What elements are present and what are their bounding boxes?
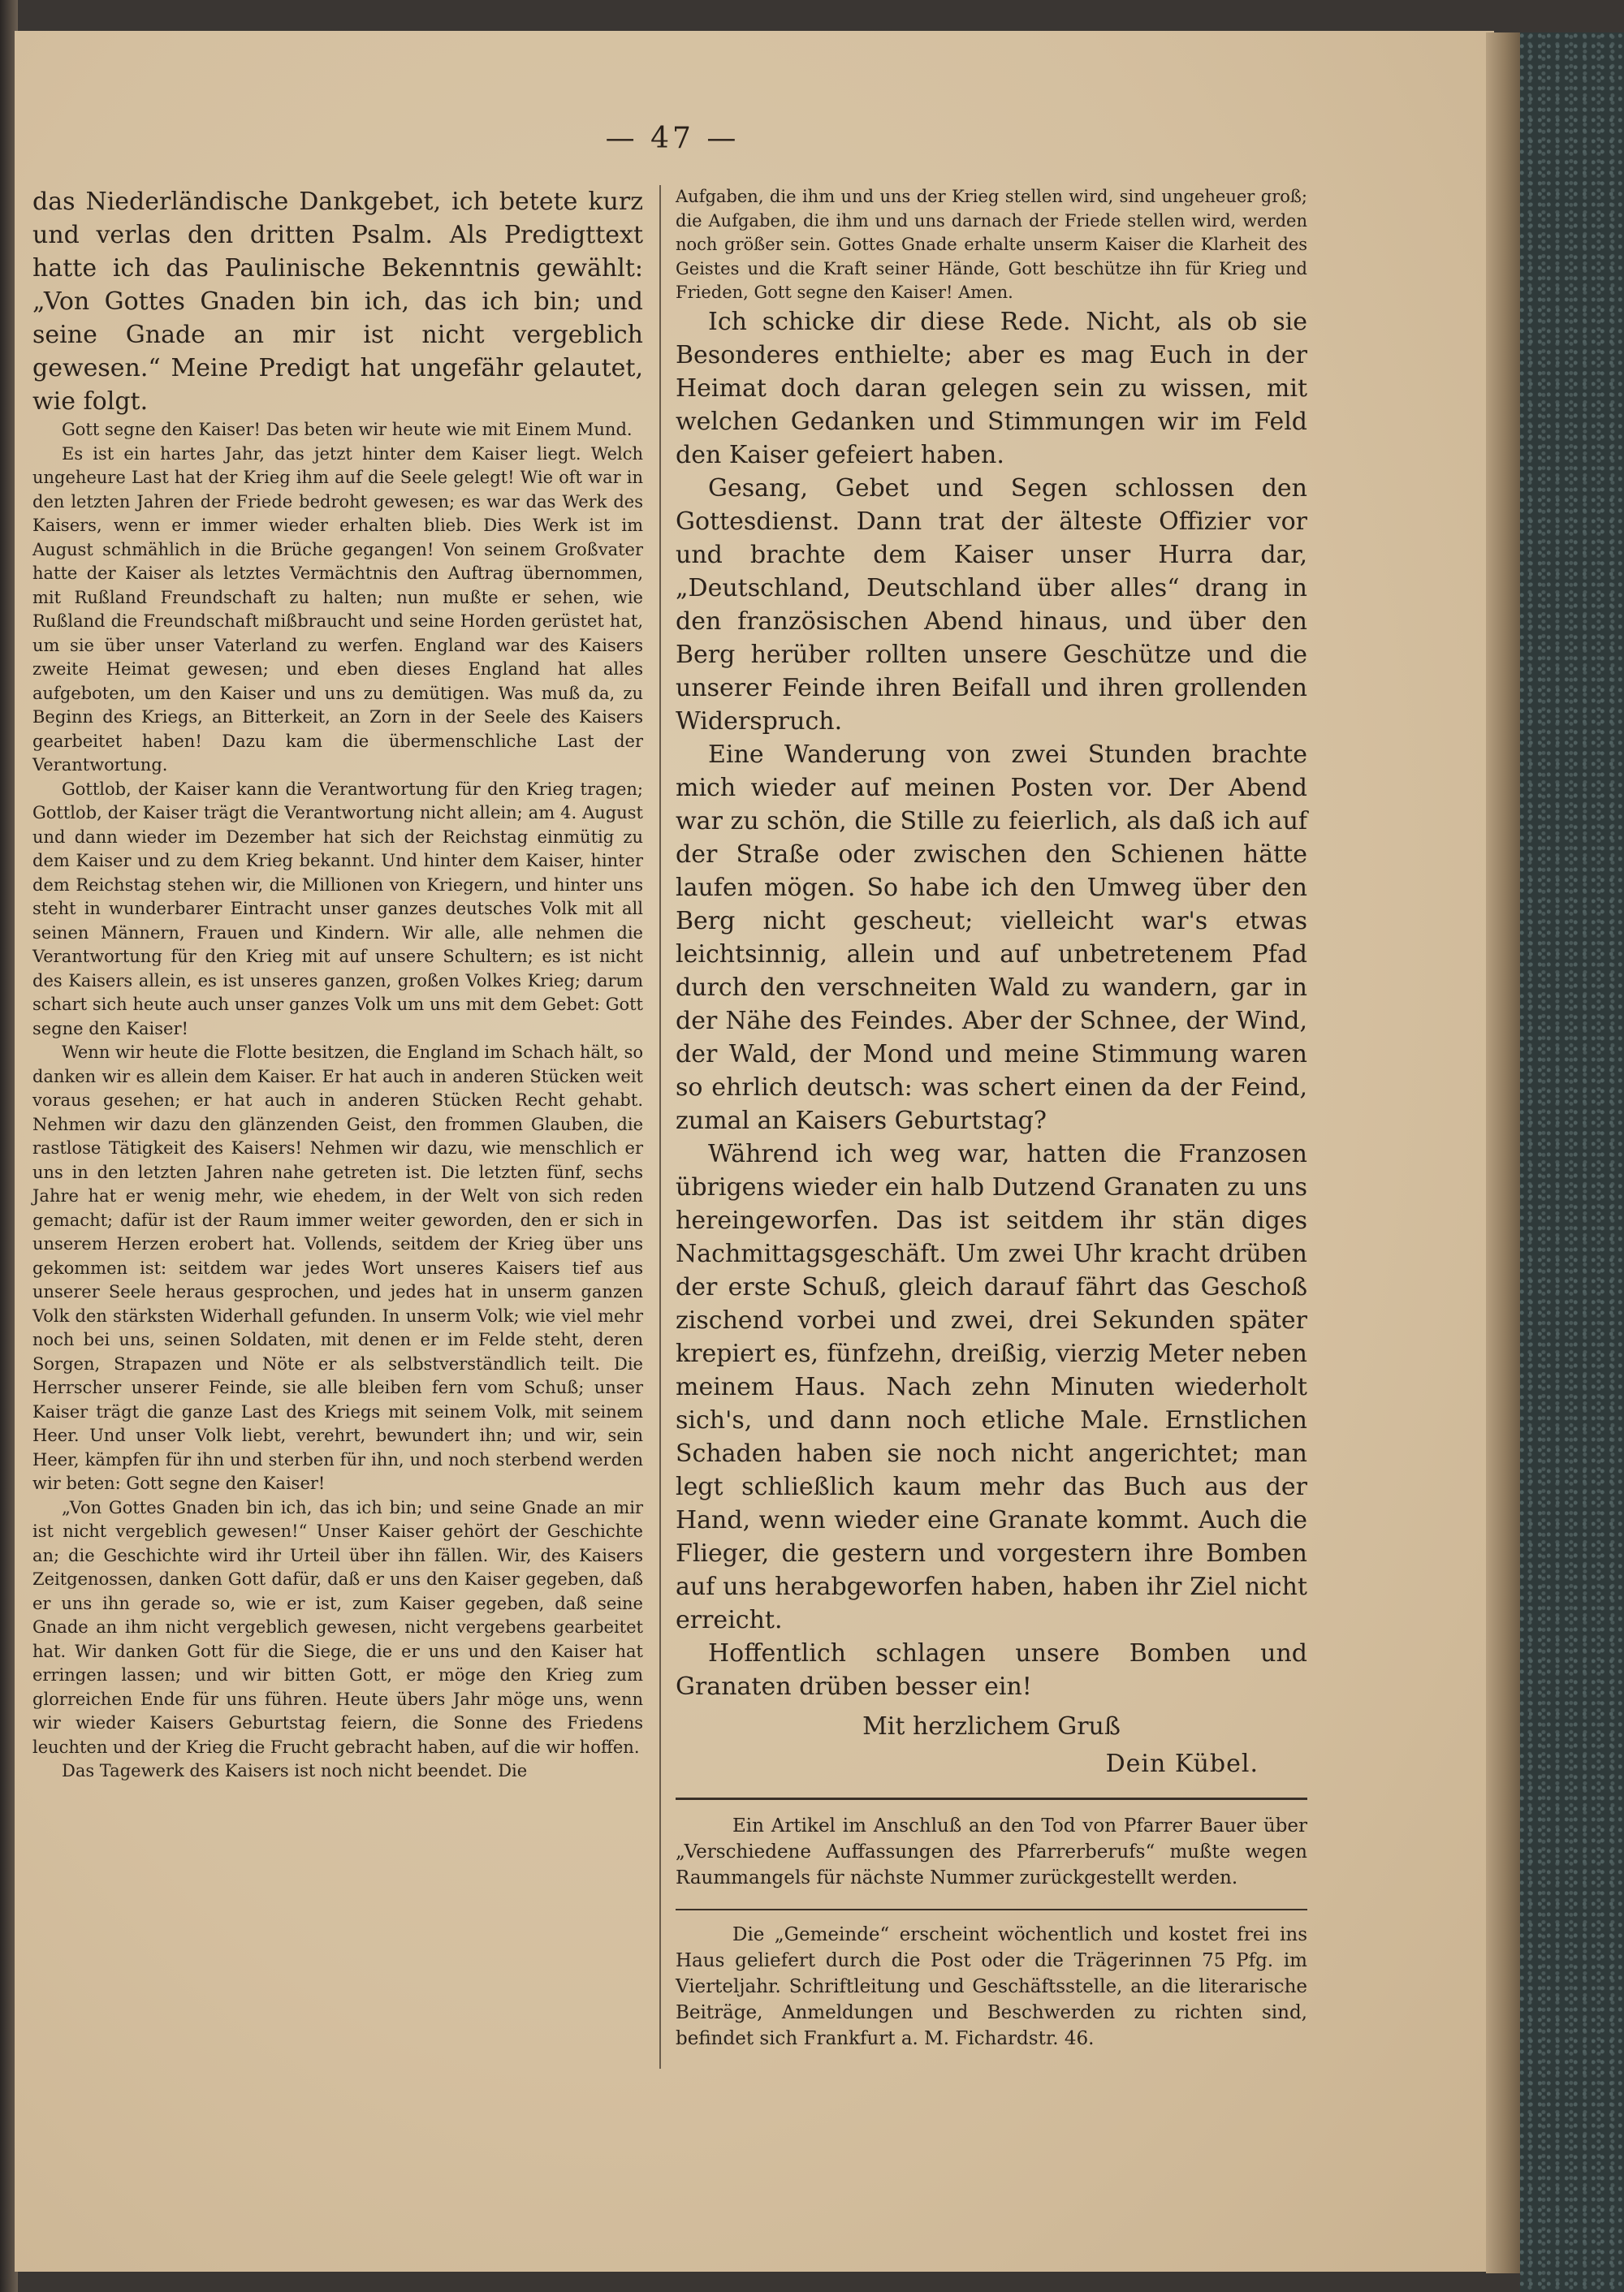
letter-paragraph-1: Ich schicke dir diese Rede. Nicht, als ob sie Besonderes enthielte; aber es mag Euch in der Heimat doch daran gelegen sein zu wissen, mit welchen Gedanken und Stimmungen wir im Feld den Kaiser gefeiert haben.: [676, 307, 1307, 469]
intro-paragraph: das Niederländische Dankgebet, ich betete kurz und verlas den dritten Psalm. Als Predigttext hatte ich das Paulinische Bekenntnis gewählt: „Von Gottes Gnaden bin ich, das ich bin; und seine Gnade an mir ist nicht vergeblich gewesen.“ Meine Predigt hat ungefähr gelautet, wie folgt.: [32, 188, 643, 416]
closing-greeting: Mit herzlichem Gruß: [862, 1711, 1121, 1741]
book-cover: [1520, 32, 1624, 2292]
letter-paragraph-4: Während ich weg war, hatten die Franzosen übrigens wieder ein halb Dutzend Granaten zu uns hereingeworfen. Das ist seitdem ihr stän diges Nachmittagsgeschäft. Um zwei Uhr kracht drüben der erste Schuß, gleich darauf fährt das Geschoß zischend vorbei und zwei, drei Sekunden später krepiert es, fünfzehn, dreißig, vierzig Meter neben meinem Haus. Nach zehn Minuten wiederholt sich's, und dann noch etliche Male. Ernstlichen Schaden haben sie noch nicht angerichtet; man legt schließlich kaum mehr das Buch aus der Hand, wenn wieder eine Granate kommt. Auch die Flieger, die gestern und vorgestern ihre Bomben auf uns herabgeworfen haben, haben ihr Ziel nicht erreicht.: [676, 1139, 1307, 1634]
letter-paragraph-2: Gesang, Gebet und Segen schlossen den Gottesdienst. Dann trat der älteste Offizier vor und brachte dem Kaiser unser Hurra dar, „Deutschland, Deutschland über alles“ drang in den französischen Abend hinaus, und über den Berg herüber rollten unsere Geschütze und die unserer Feinde ihren Beifall und ihren grollenden Widerspruch.: [676, 473, 1307, 736]
editorial-note: Ein Artikel im Anschluß an den Tod von Pfarrer Bauer über „Verschiedene Auffassungen des Pfarrerberufs“ mußte wegen Raummangels für nächste Nummer zurückgestellt werden.: [676, 1815, 1307, 1888]
sermon-paragraph-1: Gott segne den Kaiser! Das beten wir heute wie mit Einem Mund.: [62, 420, 633, 439]
letter-paragraph-3: Eine Wanderung von zwei Stunden brachte mich wieder auf meinen Posten vor. Der Abend war zu schön, die Stille zu feierlich, als daß ich auf der Straße oder zwischen den Schienen hätte laufen mögen. So habe ich den Umweg über den Berg nicht gescheut; vielleicht war's etwas leichtsinnig, allein und auf unbetretenem Pfad durch den verschneiten Wald zu wandern, gar in der Nähe des Feindes. Aber der Schnee, der Wind, der Wald, der Mond und meine Stimmung waren so ehrlich deutsch: was schert einen da der Feind, zumal an Kaisers Geburtstag?: [676, 740, 1307, 1135]
sermon-paragraph-5: „Von Gottes Gnaden bin ich, das ich bin; und seine Gnade an mir ist nicht vergeblich gewesen!“ Unser Kaiser gehört der Geschichte an; die Geschichte wird ihr Urteil über ihn fällen. Wir, des Kaisers Zeitgenossen, danken Gott dafür, daß er uns den Kaiser gegeben, daß er uns ihn gerade so, wie er ist, zum Kaiser gegeben, daß seine Gnade an ihm nicht vergeblich gewesen, nicht vergebens gearbeitet hat. Wir danken Gott für die Siege, die er uns und den Kaiser hat erringen lassen; und wir bitten Gott, er möge den Krieg zum glorreichen Ende für uns führen. Heute übers Jahr möge uns, wenn wir wieder Kaisers Geburtstag feiern, die Sonne des Friedens leuchten und der Krieg die Frucht gebracht haben, auf die wir hoffen.: [32, 1497, 643, 1757]
publisher-note: Die „Gemeinde“ erscheint wöchentlich und kostet frei ins Haus geliefert durch die Post oder die Trägerinnen 75 Pfg. im Vierteljahr. Schriftleitung und Geschäftsstelle, an die literarische Beiträge, Anmeldungen und Beschwerden zu richten sind, befindet sich Frankfurt a. M. Fichardstr. 46.: [676, 1923, 1307, 2049]
page-stack-edge: [1486, 32, 1520, 2273]
sermon-continuation: Aufgaben, die ihm und uns der Krieg stellen wird, sind ungeheuer groß; die Aufgaben, die ihm und uns darnach der Friede stellen wird, werden noch größer sein. Gottes Gnade erhalte unserm Kaiser die Klarheit des Geistes und die Kraft seiner Hände, Gott beschütze ihn für Krieg und Frieden, Gott segne den Kaiser! Amen.: [676, 187, 1307, 302]
left-column: [32, 185, 643, 1784]
footer-rule: [676, 1909, 1307, 1910]
signature: Dein Kübel.: [1105, 1749, 1259, 1778]
column-divider: [659, 185, 661, 2069]
letter-paragraph-5: Hoffentlich schlagen unsere Bomben und Granaten drüben besser ein!: [676, 1638, 1307, 1701]
sermon-paragraph-6: Das Tagewerk des Kaisers ist noch nicht beendet. Die: [62, 1761, 528, 1781]
right-column: [676, 185, 1307, 2052]
page-number: — 47 —: [605, 122, 740, 155]
section-rule: [676, 1798, 1307, 1800]
sermon-paragraph-4: Wenn wir heute die Flotte besitzen, die England im Schach hält, so danken wir es allein dem Kaiser. Er hat auch in anderen Stücken weit voraus gesehen; er hat auch in anderen Stücken Recht gehabt. Nehmen wir dazu den glänzenden Geist, den frommen Glauben, die rastlose Tätigkeit des Kaisers! Nehmen wir dazu, wie menschlich er uns in den letzten Jahren nahe getreten ist. Die letzten fünf, sechs Jahre hat er wenig mehr, wie ehedem, in der Welt von sich reden gemacht; dafür ist der Raum immer weiter geworden, den er sich in unserem Herzen erobert hat. Vollends, seitdem der Krieg über uns gekommen ist: seitdem war jedes Wort unseres Kaisers tief aus unserer Seele heraus gesprochen, und jedes hat in unserm ganzen Volk den stärksten Widerhall gefunden. In unserm Volk; wie viel mehr noch bei uns, seinen Soldaten, mit denen er im Felde steht, deren Sorgen, Strapazen und Nöte er als selbstverständlich teilt. Die Herrscher unserer Feinde, sie alle bleiben fern vom Schuß; unser Kaiser trägt die ganze Last des Kriegs mit seinem Volk, mit seinem Heer. Und unser Volk liebt, verehrt, bewundert ihn; und wir, sein Heer, kämpfen für ihn und sterben für ihn, und noch sterbend werden wir beten: Gott segne den Kaiser!: [32, 1042, 643, 1493]
sermon-paragraph-3: Gottlob, der Kaiser kann die Verantwortung für den Krieg tragen; Gottlob, der Kaiser trägt die Verantwortung nicht allein; am 4. August und dann wieder im Dezember hat sich der Reichstag einmütig zu dem Kaiser und zu dem Krieg bekannt. Und hinter dem Kaiser, hinter dem Reichstag stehen wir, die Millionen von Kriegern, und hinter uns steht in wunderbarer Eintracht unser ganzes deutsches Volk mit all seinen Männern, Frauen und Kindern. Wir alle, alle nehmen die Verantwortung für den Krieg mit auf unsere Schultern; es ist nicht des Kaisers allein, es ist unseres ganzen, großen Volkes Krieg; darum schart sich heute auch unser ganzes Volk um uns mit dem Gebet: Gott segne den Kaiser!: [32, 779, 643, 1038]
sermon-paragraph-2: Es ist ein hartes Jahr, das jetzt hinter dem Kaiser liegt. Welch ungeheure Last hat der Krieg ihm auf die Seele gelegt! Wie oft war in den letzten Jahren der Friede bedroht gewesen; es war das Werk des Kaisers, wenn er immer wieder erhalten blieb. Dies Werk ist im August schmählich in die Brüche gegangen! Von seinem Großvater hatte der Kaiser als letztes Vermächtnis den Auftrag übernommen, mit Rußland Freundschaft zu halten; nun mußte er sehen, wie Rußland die Freundschaft mißbraucht und seine Horden gerüstet hat, um sie über unser Vaterland zu werfen. England war des Kaisers zweite Heimat gewesen; und eben dieses England hat alles aufgeboten, um den Kaiser und uns zu demütigen. Was muß da, zu Beginn des Kriegs, an Bitterkeit, an Zorn in der Seele des Kaisers gearbeitet haben! Dazu kam die übermenschliche Last der Verantwortung.: [32, 443, 643, 775]
